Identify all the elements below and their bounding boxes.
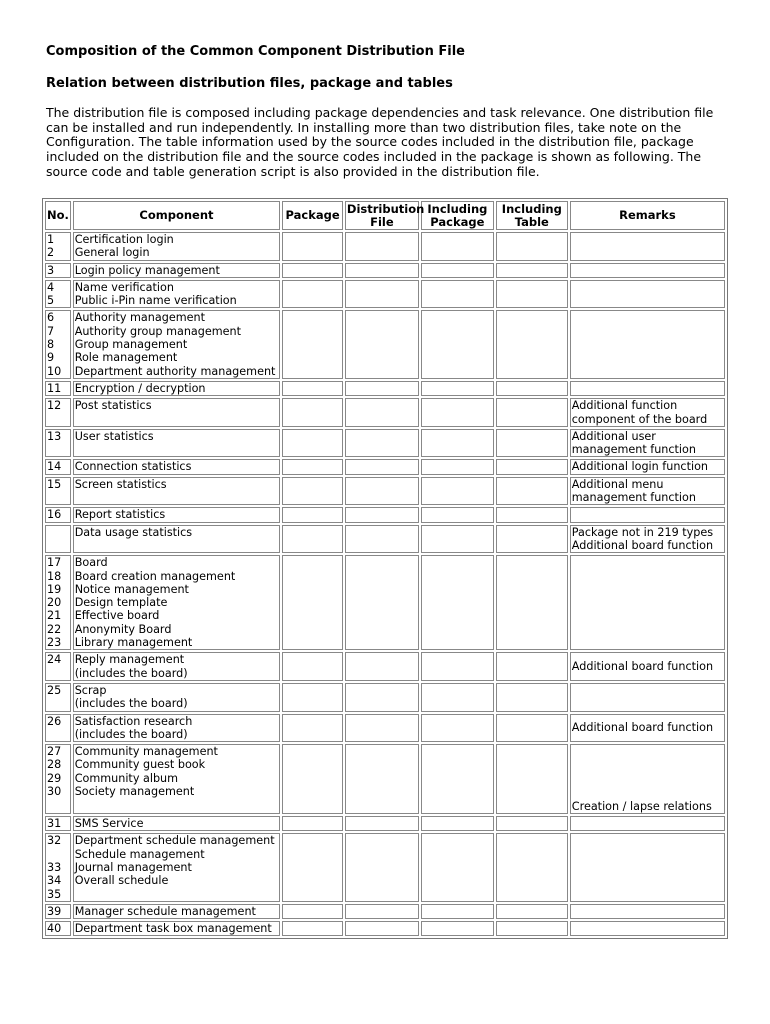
- row-distribution-file: [345, 525, 419, 554]
- row-package: [282, 904, 343, 919]
- row-package: [282, 921, 343, 936]
- header-distribution-file: Distribution File: [346, 202, 425, 229]
- row-package: [282, 683, 343, 712]
- row-including-table: [496, 714, 568, 743]
- row-no: [45, 525, 71, 554]
- row-package: [282, 507, 343, 522]
- row-no: 14: [45, 459, 71, 474]
- row-remarks: [570, 232, 725, 261]
- row-package: [282, 398, 343, 427]
- row-no: 1 2: [45, 232, 71, 261]
- distribution-table: [42, 198, 728, 939]
- row-no: 3: [45, 263, 71, 278]
- row-including-package: [421, 310, 494, 378]
- table-row: [45, 459, 725, 474]
- row-remarks: [570, 381, 725, 396]
- row-component: Certification login General login: [73, 232, 281, 261]
- row-package: [282, 833, 343, 901]
- row-including-package: [421, 232, 494, 261]
- document-title: Composition of the Common Component Distribution File: [46, 44, 465, 59]
- row-package: [282, 280, 343, 309]
- row-package: [282, 263, 343, 278]
- row-distribution-file: [345, 555, 419, 650]
- header-remarks: Remarks: [570, 201, 725, 230]
- row-remarks: [570, 507, 725, 522]
- row-including-package: [421, 398, 494, 427]
- row-distribution-file: [345, 652, 419, 681]
- row-including-table: [496, 280, 568, 309]
- table-row: [45, 263, 725, 278]
- row-remarks: [570, 816, 725, 831]
- row-including-package: [421, 714, 494, 743]
- header-including-package: Including Package: [421, 201, 494, 230]
- row-distribution-file: [345, 833, 419, 901]
- table-row: [45, 507, 725, 522]
- row-distribution-file: [345, 904, 419, 919]
- row-no: 16: [45, 507, 71, 522]
- row-component: SMS Service: [73, 816, 281, 831]
- row-including-table: [496, 921, 568, 936]
- row-including-table: [496, 555, 568, 650]
- row-package: [282, 459, 343, 474]
- row-package: [282, 232, 343, 261]
- row-including-package: [421, 921, 494, 936]
- row-component: Screen statistics: [73, 477, 281, 506]
- row-no: 26: [45, 714, 71, 743]
- intro-paragraph: The distribution file is composed including package dependencies and task relevance. One distribution file can be installed and run independently. In installing more than two distribution files, take note on the Configuration. The table information used by the source codes included in the distribution file, package included on the distribution file and the source codes included in the package is shown as following. The source code and table generation script is also provided in the distribution file.: [46, 105, 714, 179]
- header-no: No.: [45, 201, 71, 230]
- row-no: 4 5: [45, 280, 71, 309]
- row-distribution-file: [345, 232, 419, 261]
- row-no: 24: [45, 652, 71, 681]
- row-remarks: Additional board function: [570, 714, 725, 743]
- row-including-package: [421, 459, 494, 474]
- row-no: 27 28 29 30: [45, 744, 71, 814]
- row-distribution-file: [345, 714, 419, 743]
- row-component: Login policy management: [73, 263, 281, 278]
- row-including-table: [496, 232, 568, 261]
- row-remarks: [570, 280, 725, 309]
- row-remarks: Additional menu management function: [570, 477, 725, 506]
- row-no: 15: [45, 477, 71, 506]
- row-no: 17 18 19 20 21 22 23: [45, 555, 71, 650]
- row-including-table: [496, 683, 568, 712]
- row-component: User statistics: [73, 429, 281, 458]
- row-package: [282, 525, 343, 554]
- row-including-table: [496, 381, 568, 396]
- row-remarks: [570, 833, 725, 901]
- row-including-package: [421, 816, 494, 831]
- table-row: [45, 816, 725, 831]
- row-package: [282, 744, 343, 814]
- row-package: [282, 310, 343, 378]
- row-package: [282, 816, 343, 831]
- row-component: Data usage statistics: [73, 525, 281, 554]
- row-component: Board Board creation management Notice management Design template Effective board Anonymity Board Library management: [73, 555, 281, 650]
- row-distribution-file: [345, 429, 419, 458]
- header-package: Package: [282, 201, 343, 230]
- row-remarks: Creation / lapse relations: [570, 744, 725, 814]
- row-including-package: [421, 429, 494, 458]
- header-component: Component: [73, 201, 281, 230]
- row-component: Report statistics: [73, 507, 281, 522]
- row-component: Satisfaction research (includes the board): [73, 714, 281, 743]
- row-including-package: [421, 683, 494, 712]
- row-no: 13: [45, 429, 71, 458]
- row-including-table: [496, 525, 568, 554]
- row-including-table: [496, 310, 568, 378]
- row-no: 12: [45, 398, 71, 427]
- row-including-table: [496, 507, 568, 522]
- row-no: 11: [45, 381, 71, 396]
- row-remarks: [570, 904, 725, 919]
- row-distribution-file: [345, 507, 419, 522]
- section-subtitle: Relation between distribution files, package and tables: [46, 76, 453, 91]
- row-distribution-file: [345, 477, 419, 506]
- row-remarks: Package not in 219 types Additional board function: [570, 525, 725, 554]
- table-row: [45, 280, 725, 309]
- row-component: Post statistics: [73, 398, 281, 427]
- table-row: [45, 525, 725, 554]
- row-no: 32 33 34 35: [45, 833, 71, 901]
- row-no: 31: [45, 816, 71, 831]
- row-including-table: [496, 263, 568, 278]
- row-including-package: [421, 904, 494, 919]
- row-package: [282, 477, 343, 506]
- row-remarks: Additional login function: [570, 459, 725, 474]
- document-page: [46, 44, 726, 180]
- row-remarks: Additional function component of the board: [570, 398, 725, 427]
- row-component: Name verification Public i-Pin name verification: [73, 280, 281, 309]
- row-distribution-file: [345, 459, 419, 474]
- row-distribution-file: [345, 683, 419, 712]
- row-including-table: [496, 744, 568, 814]
- row-including-package: [421, 280, 494, 309]
- row-including-table: [496, 477, 568, 506]
- row-remarks: Additional board function: [570, 652, 725, 681]
- row-component: Community management Community guest book Community album Society management: [73, 744, 281, 814]
- row-including-package: [421, 652, 494, 681]
- table-row: [45, 652, 725, 681]
- row-including-table: [496, 833, 568, 901]
- row-component: Manager schedule management: [73, 904, 281, 919]
- table-row: [45, 398, 725, 427]
- row-including-package: [421, 477, 494, 506]
- row-including-table: [496, 459, 568, 474]
- row-remarks: [570, 310, 725, 378]
- row-distribution-file: [345, 381, 419, 396]
- table-row: [45, 429, 725, 458]
- header-including-table: Including Table: [496, 201, 568, 230]
- row-package: [282, 381, 343, 396]
- row-no: 25: [45, 683, 71, 712]
- row-package: [282, 429, 343, 458]
- table-row: [45, 744, 725, 814]
- row-package: [282, 555, 343, 650]
- row-component: Connection statistics: [73, 459, 281, 474]
- row-including-package: [421, 555, 494, 650]
- table-row: [45, 921, 725, 936]
- row-remarks: [570, 921, 725, 936]
- row-remarks: Additional user management function: [570, 429, 725, 458]
- table-row: [45, 310, 725, 378]
- row-distribution-file: [345, 310, 419, 378]
- row-package: [282, 652, 343, 681]
- row-remarks: [570, 263, 725, 278]
- row-component: Scrap (includes the board): [73, 683, 281, 712]
- table-header-row: [45, 201, 725, 230]
- table-row: [45, 904, 725, 919]
- row-distribution-file: [345, 280, 419, 309]
- row-package: [282, 714, 343, 743]
- row-no: 6 7 8 9 10: [45, 310, 71, 378]
- row-distribution-file: [345, 816, 419, 831]
- row-including-package: [421, 263, 494, 278]
- row-including-table: [496, 429, 568, 458]
- table-row: [45, 714, 725, 743]
- row-component: Department task box management: [73, 921, 281, 936]
- row-including-package: [421, 525, 494, 554]
- row-component: Encryption / decryption: [73, 381, 281, 396]
- row-component: Reply management (includes the board): [73, 652, 281, 681]
- table-row: [45, 477, 725, 506]
- table-row: [45, 232, 725, 261]
- table-row: [45, 683, 725, 712]
- row-including-package: [421, 381, 494, 396]
- table-row: [45, 833, 725, 901]
- row-distribution-file: [345, 744, 419, 814]
- row-including-package: [421, 833, 494, 901]
- row-including-table: [496, 398, 568, 427]
- row-remarks: [570, 555, 725, 650]
- row-including-package: [421, 744, 494, 814]
- row-component: Authority management Authority group management Group management Role management Department authority management: [73, 310, 281, 378]
- row-including-table: [496, 652, 568, 681]
- row-no: 40: [45, 921, 71, 936]
- row-including-package: [421, 507, 494, 522]
- row-remarks: [570, 683, 725, 712]
- row-including-table: [496, 816, 568, 831]
- row-distribution-file: [345, 921, 419, 936]
- row-distribution-file: [345, 263, 419, 278]
- table-row: [45, 381, 725, 396]
- row-no: 39: [45, 904, 71, 919]
- table-row: [45, 555, 725, 650]
- row-distribution-file: [345, 398, 419, 427]
- row-component: Department schedule management Schedule management Journal management Overall schedule: [73, 833, 281, 901]
- row-including-table: [496, 904, 568, 919]
